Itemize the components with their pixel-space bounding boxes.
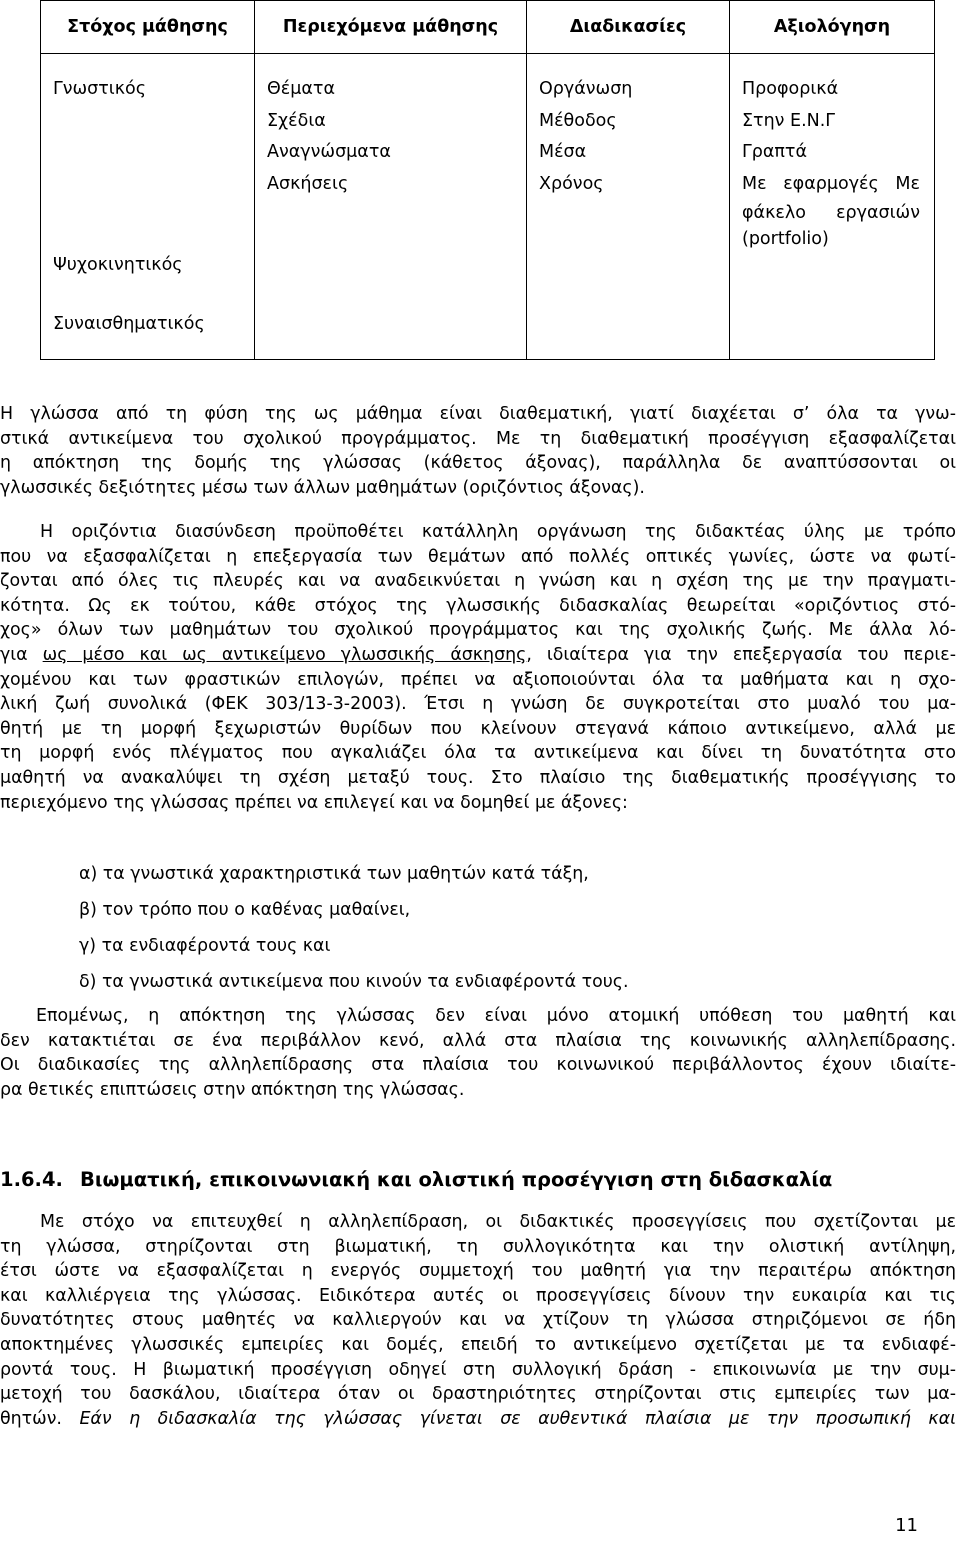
assessment-item: Στην Ε.Ν.Γ xyxy=(742,110,836,131)
header-goal: Στόχος μάθησης xyxy=(41,1,255,54)
processes-cell xyxy=(527,54,730,360)
content-item: Ασκήσεις xyxy=(267,173,349,194)
text-line xyxy=(0,643,956,668)
table-header-row xyxy=(41,1,935,54)
goals-cell xyxy=(41,54,255,360)
paragraph-1 xyxy=(0,402,956,500)
text-span: θητών. xyxy=(0,1408,80,1429)
page-number: 11 xyxy=(895,1515,918,1536)
text-line: περιεχόμενο της γλώσσας πρέπει να επιλεγεί και να δομηθεί με άξονες: xyxy=(0,792,628,813)
process-item: Μέσα xyxy=(539,142,587,162)
goal-cognitive: Γνωστικός xyxy=(53,79,147,99)
text-line: Με στόχο να επιτευχθεί η αλληλεπίδραση, οι διδακτικές προσεγγίσεις που σχετίζονται με xyxy=(40,1212,956,1232)
text-line: γλωσσικές δεξιότητες μέσω των άλλων μαθημάτων (οριζόντιος άξονας). xyxy=(0,477,645,498)
section-number: 1.6.4. xyxy=(0,1168,63,1191)
goal-affective: Συναισθηματικός xyxy=(53,314,205,334)
text-line: μετοχή του δασκάλου, ιδιαίτερα όταν οι δραστηριότητες στηρίζονται στις εμπειρίες των μα- xyxy=(0,1384,956,1405)
section-heading xyxy=(0,1168,832,1191)
paragraph-4 xyxy=(0,1210,956,1431)
header-assessment: Αξιολόγηση xyxy=(730,1,935,54)
text-line: έτσι ώστε να εξασφαλίζεται η ενεργός συμμετοχή του μαθητή για την περαιτέρω απόκτηση xyxy=(0,1261,956,1282)
text-line: Επομένως, η απόκτηση της γλώσσας δεν είναι μόνο ατομική υπόθεση του μαθητή και xyxy=(36,1006,956,1026)
text-line: ροντά τους. Η βιωματική προσέγγιση οδηγεί στη συλλογική δράση - επικοινωνία με την συμ- xyxy=(0,1359,956,1380)
text-line: λική ζωή συνολικά (ΦΕΚ 303/13-3-2003). Έτσι η γνώση δε συγκροτείται στο μυαλό του μα- xyxy=(0,694,956,715)
assessment-item: (portfolio) xyxy=(742,229,829,249)
text-line: κότητα. Ως εκ τούτου, κάθε στόχος της γλωσσικής διδασκαλίας θεωρείται «οριζόντιος στό- xyxy=(0,595,956,616)
process-item: Χρόνος xyxy=(539,173,604,194)
text-line: Η γλώσσα από τη φύση της ως μάθημα είναι διαθεματική, γιατί διαχέεται σ’ όλα τα γνω- xyxy=(0,404,956,424)
text-line: θητή με τη μορφή ξεχωριστών θυρίδων που κλείνουν στεγανά κάποιο αντικείμενο, αλλά με xyxy=(0,718,956,739)
list-item: γ) τα ενδιαφέροντά τους και xyxy=(79,936,331,956)
paragraph-3 xyxy=(0,1004,956,1102)
assessment-item: Γραπτά xyxy=(742,142,808,162)
list-item: α) τα γνωστικά χαρακτηριστικά των μαθητών κατά τάξη, xyxy=(79,864,589,884)
goal-psychomotor: Ψυχοκινητικός xyxy=(53,255,183,275)
list-item: β) τον τρόπο που ο καθένας μαθαίνει, xyxy=(79,900,411,920)
content-item: Αναγνώσματα xyxy=(267,142,391,162)
text-line: η απόκτηση της δομής της γλώσσας (κάθετος άξονας), παράλληλα δε αναπτύσσονται οι xyxy=(0,453,956,474)
text-line: ζονται από όλες τις πλευρές και να αναδεικνύεται η γνώση και η σχέση της με την πραγματι- xyxy=(0,571,956,592)
text-line: αποκτημένες γλωσσικές εμπειρίες και δομές, επειδή το αντικείμενο σχετίζεται με τα ενδιαφέ- xyxy=(0,1334,956,1355)
process-item: Μέθοδος xyxy=(539,110,617,131)
paragraph-2 xyxy=(0,520,956,815)
learning-goals-table xyxy=(40,0,935,360)
text-line: Οι διαδικασίες της αλληλεπίδρασης στα πλαίσια του κοινωνικού περιβάλλοντος έχουν ιδιαίτε- xyxy=(0,1055,956,1076)
list-item: δ) τα γνωστικά αντικείμενα που κινούν τα ενδιαφέροντά τους. xyxy=(79,972,629,992)
assessment-cell xyxy=(730,54,935,360)
header-processes: Διαδικασίες xyxy=(527,1,730,54)
italic-phrase: Εάν η διδασκαλία της γλώσσας γίνεται σε αυθεντικά πλαίσια με την προσωπική και xyxy=(79,1408,957,1429)
text-line: δυνατότητες στους μαθητές να καλλιεργούν και να χτίζουν τη γλώσσα στηριζόμενοι σε ήδη xyxy=(0,1310,956,1331)
table-body-row xyxy=(41,54,935,360)
text-line: τη μορφή ενός πλέγματος που αγκαλιάζει όλα τα αντικείμενα και δίνει τη δυνατότητα στο xyxy=(0,743,956,764)
header-content: Περιεχόμενα μάθησης xyxy=(255,1,527,54)
process-item: Οργάνωση xyxy=(539,79,633,99)
text-span: , ιδιαίτερα για την επεξεργασία του περιε- xyxy=(526,644,956,665)
text-line: που να εξασφαλίζεται η επεξεργασία των θεμάτων από πολλές οπτικές γωνίες, ώστε να φωτί- xyxy=(0,546,956,567)
text-line: Η οριζόντια διασύνδεση προϋποθέτει κατάλληλη οργάνωση της διδακτέας ύλης με τρόπο xyxy=(40,522,956,542)
text-line: ρα θετικές επιπτώσεις στην απόκτηση της γλώσσας. xyxy=(0,1079,465,1100)
assessment-item: Με εφαρμογές Με xyxy=(742,173,920,194)
content-item: Θέματα xyxy=(267,79,335,99)
underlined-phrase: ως μέσο και ως αντικείμενο γλωσσικής άσκησης xyxy=(42,644,527,665)
text-line: χος» όλων των μαθημάτων του σχολικού προγράμματος και της σχολικής ζωής. Με άλλα λό- xyxy=(0,620,956,641)
content-cell xyxy=(255,54,527,360)
content-item: Σχέδια xyxy=(267,110,326,131)
text-line: τη γλώσσα, στηρίζονται στη βιωματική, τη συλλογικότητα και την ολιστική αντίληψη, xyxy=(0,1236,956,1257)
text-span: για xyxy=(0,644,43,665)
text-line: χομένου και των φραστικών επιλογών, πρέπει να αξιοποιούνται όλα τα μαθήματα και η σχο- xyxy=(0,669,956,690)
text-line: δεν κατακτιέται σε ένα περιβάλλον κενό, αλλά στα πλαίσια της κοινωνικής αλληλεπίδρασης. xyxy=(0,1030,956,1051)
text-line: στικά αντικείμενα του σχολικού προγράμματος. Με τη διαθεματική προσέγγιση εξασφαλίζεται xyxy=(0,428,956,449)
text-line: μαθητή να ανακαλύψει τη σχέση μεταξύ τους. Στο πλαίσιο της διαθεματικής προσέγγισης το xyxy=(0,767,956,788)
section-title: Βιωματική, επικοινωνιακή και ολιστική προσέγγιση στη διδασκαλία xyxy=(80,1168,833,1191)
text-line xyxy=(0,1407,956,1432)
text-line: και καλλιέργεια της γλώσσας. Ειδικότερα αυτές οι προσεγγίσεις δίνουν την ευκαιρία και τις xyxy=(0,1285,956,1306)
assessment-item: Προφορικά xyxy=(742,79,839,99)
assessment-item: φάκελο εργασιών xyxy=(742,203,920,223)
